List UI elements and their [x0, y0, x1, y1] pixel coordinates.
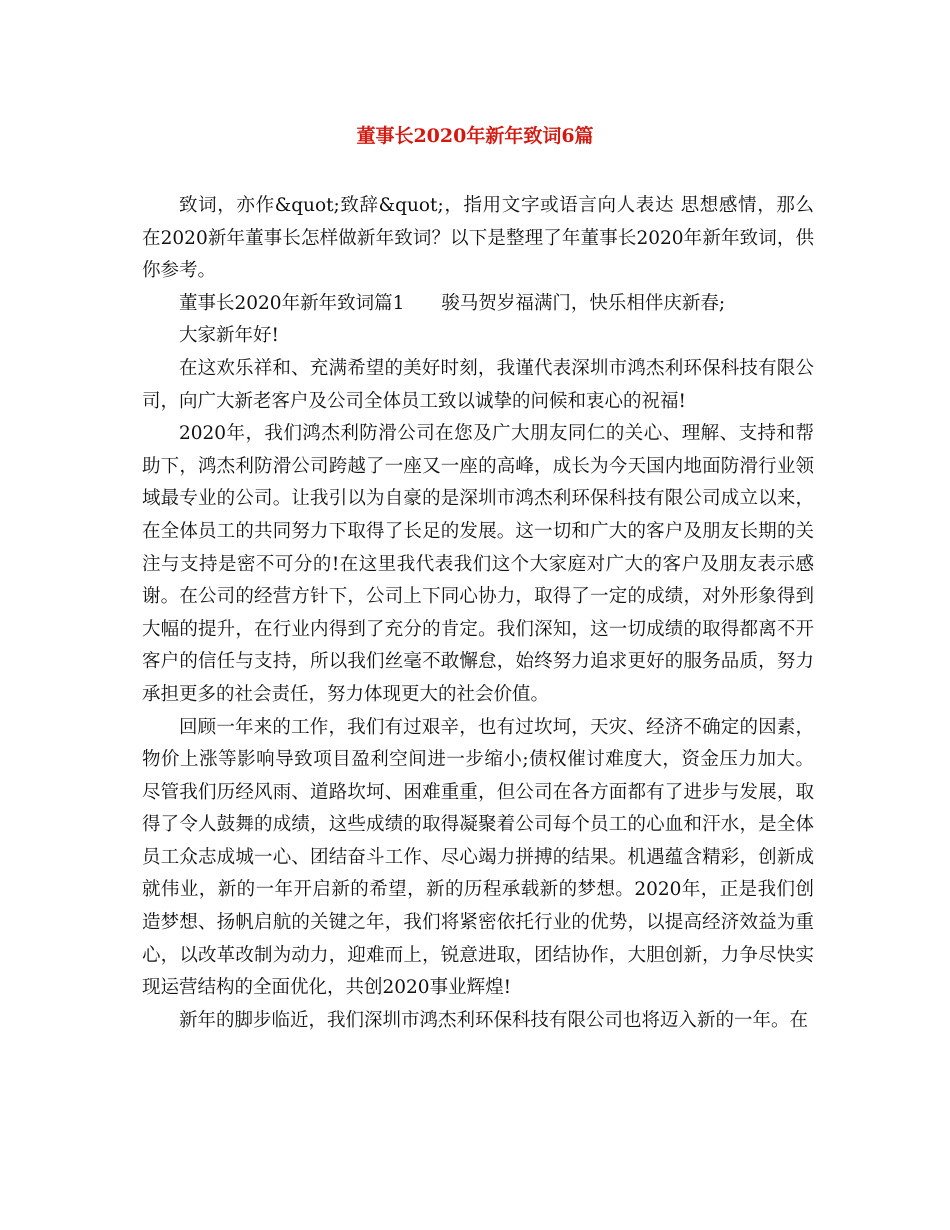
paragraph-greeting: 大家新年好! [179, 325, 279, 347]
document-body [142, 190, 814, 1037]
paragraph-achievements: 2020年，我们鸿杰利防滑公司在您及广大朋友同仁的关心、理解、支持和帮助下，鸿杰利防滑公司跨越了一座又一座的高峰，成长为今天国内地面防滑行业领域最专业的公司。让我引以为自豪的是深圳市鸿杰利环保科技有限公司成立以来，在全体员工的共同努力下取得了长足的发展。这一切和广大的客户及朋友长期的关注与支持是密不可分的!在这里我代表我们这个大家庭对广大的客户及朋友表示感谢。在公司的经营方针下，公司上下同心协力，取得了一定的成绩，对外形象得到大幅的提升，在行业内得到了充分的肯定。我们深知，这一切成绩的取得都离不开客户的信任与支持，所以我们丝毫不敢懈怠，始终努力追求更好的服务品质，努力承担更多的社会责任，努力体现更大的社会价值。 [142, 423, 814, 705]
document-title: 董事长2020年新年致词6篇 [356, 125, 594, 147]
paragraph-intro: 致词，亦作&quot;致辞&quot;，指用文字或语言向人表达 思想感情，那么在2020新年董事长怎样做新年致词？以下是整理了年董事长2020年新年致词，供你参考。 [142, 195, 814, 282]
paragraph-review: 回顾一年来的工作，我们有过艰辛，也有过坎坷，天灾、经济不确定的因素，物价上涨等影响导致项目盈利空间进一步缩小;债权催讨难度大，资金压力加大。尽管我们历经风雨、道路坎坷、困难重重，但公司在各方面都有了进步与发展，取得了令人鼓舞的成绩，这些成绩的取得凝聚着公司每个员工的心血和汗水，是全体员工众志成城一心、团结奋斗工作、尽心竭力拼搏的结果。机遇蕴含精彩，创新成就伟业，新的一年开启新的希望，新的历程承载新的梦想。2020年，正是我们创造梦想、扬帆启航的关键之年，我们将紧密依托行业的优势，以提高经济效益为重心，以改革改制为动力，迎难而上，锐意进取，团结协作，大胆创新，力争尽快实现运营结构的全面优化，共创2020事业辉煌! [142, 716, 814, 999]
paragraph-new-year: 新年的脚步临近，我们深圳市鸿杰利环保科技有限公司也将迈入新的一年。在 [179, 1009, 809, 1031]
paragraph-section-heading: 董事长2020年新年致词篇1 骏马贺岁福满门，快乐相伴庆新春; [179, 292, 726, 314]
paragraph-blessing: 在这欢乐祥和、充满希望的美好时刻，我谨代表深圳市鸿杰利环保科技有限公司，向广大新老客户及公司全体员工致以诚挚的问候和衷心的祝福! [142, 357, 814, 412]
